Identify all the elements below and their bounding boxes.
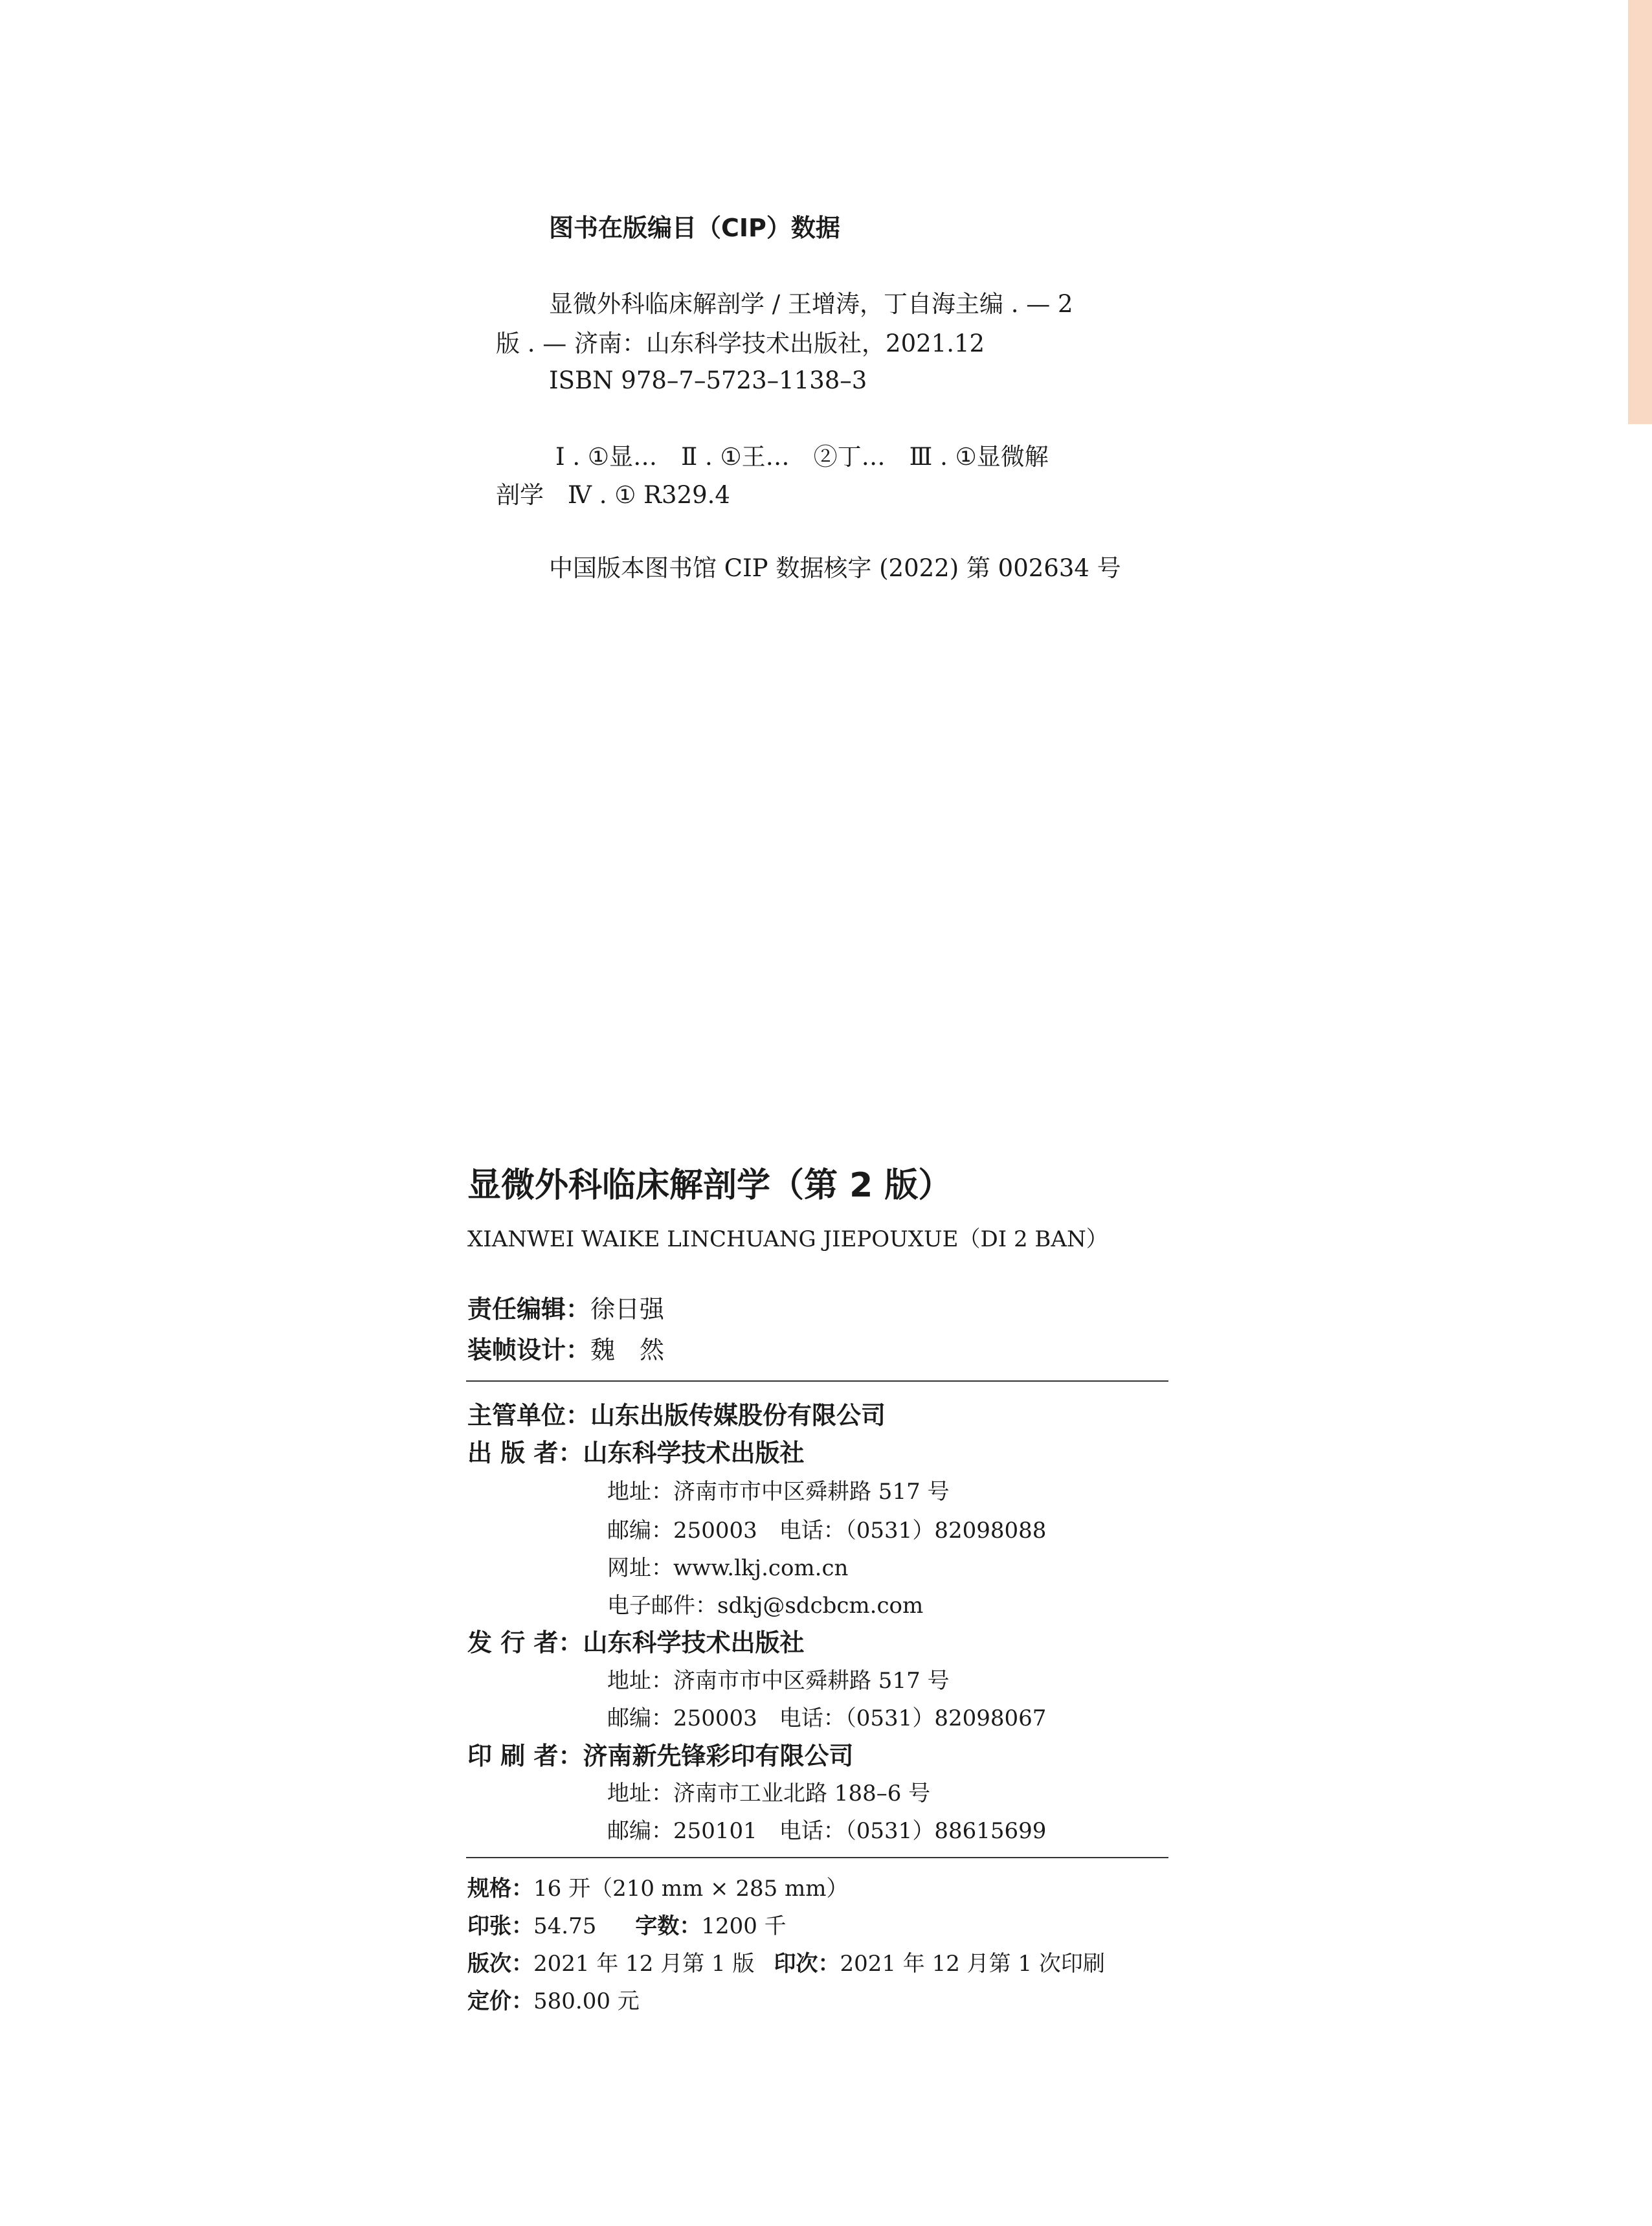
sheets-label: 印张： — [467, 1913, 533, 1939]
distributor-address: 地址：济南市市中区舜耕路 517 号 — [607, 1668, 950, 1694]
cip-line-1: 显微外科临床解剖学 / 王增涛，丁自海主编 . — 2 — [549, 290, 1073, 318]
edition-label: 版次： — [467, 1951, 533, 1977]
divider-top — [466, 1380, 1168, 1382]
cip-heading: 图书在版编目（CIP）数据 — [549, 214, 840, 242]
words-label: 字数： — [635, 1913, 702, 1939]
designer-label: 装帧设计： — [467, 1336, 591, 1364]
cip-classification-2: 剖学 Ⅳ . ① R329.4 — [496, 481, 730, 509]
publisher-email: 电子邮件：sdkj@sdcbcm.com — [607, 1593, 924, 1619]
editor-line — [467, 1295, 664, 1323]
sheets-value: 54.75 — [533, 1913, 597, 1939]
cip-line-2: 版 . — 济南：山东科学技术出版社，2021.12 — [496, 330, 985, 357]
price-value: 580.00 元 — [533, 1988, 640, 2014]
designer-name: 魏 然 — [590, 1336, 665, 1364]
editor-label: 责任编辑： — [467, 1295, 591, 1323]
edition-value: 2021 年 12 月第 1 版 — [533, 1951, 755, 1977]
publisher-line — [467, 1439, 804, 1467]
cip-isbn: ISBN 978–7–5723–1138–3 — [549, 366, 867, 394]
book-title-pinyin: XIANWEI WAIKE LINCHUANG JIEPOUXUE（DI 2 BAN） — [467, 1226, 1108, 1252]
distributor-label: 发 行 者： — [467, 1628, 583, 1657]
printing-value: 2021 年 12 月第 1 次印刷 — [840, 1951, 1105, 1977]
printer-name: 济南新先锋彩印有限公司 — [583, 1742, 854, 1770]
edition-line — [467, 1950, 1105, 1978]
supervisor-name: 山东出版传媒股份有限公司 — [590, 1401, 886, 1430]
printer-line — [467, 1742, 853, 1770]
distributor-line — [467, 1628, 804, 1657]
price-label: 定价： — [467, 1988, 533, 2014]
supervisor-label: 主管单位： — [467, 1401, 591, 1430]
printer-postcode-phone: 邮编：250101 电话：（0531）88615699 — [607, 1818, 1047, 1844]
cip-classification-1: Ⅰ . ①显… Ⅱ . ①王… ②丁… Ⅲ . ①显微解 — [555, 443, 1049, 471]
publisher-website: 网址：www.lkj.com.cn — [607, 1555, 849, 1581]
book-title: 显微外科临床解剖学（第 2 版） — [467, 1166, 952, 1205]
printer-address: 地址：济南市工业北路 188–6 号 — [607, 1781, 931, 1806]
editor-name: 徐日强 — [590, 1295, 665, 1323]
price-line — [467, 1987, 640, 2016]
cip-data-number: 中国版本图书馆 CIP 数据核字 (2022) 第 002634 号 — [549, 554, 1121, 582]
publisher-name: 山东科学技术出版社 — [583, 1439, 805, 1467]
divider-bottom — [466, 1857, 1168, 1858]
words-value: 1200 千 — [701, 1913, 787, 1939]
printer-label: 印 刷 者： — [467, 1742, 583, 1770]
designer-line — [467, 1336, 664, 1364]
distributor-name: 山东科学技术出版社 — [583, 1628, 805, 1657]
printing-label: 印次： — [774, 1951, 840, 1977]
publisher-address: 地址：济南市市中区舜耕路 517 号 — [607, 1479, 950, 1505]
publisher-label: 出 版 者： — [467, 1439, 583, 1467]
page-edge-strip — [1628, 0, 1652, 424]
sheets-words-line — [467, 1912, 787, 1940]
format-label: 规格： — [467, 1876, 533, 1902]
distributor-postcode-phone: 邮编：250003 电话：（0531）82098067 — [607, 1705, 1047, 1731]
format-line — [467, 1874, 849, 1903]
publisher-postcode-phone: 邮编：250003 电话：（0531）82098088 — [607, 1518, 1047, 1544]
supervisor-line — [467, 1401, 886, 1430]
format-value: 16 开（210 mm × 285 mm） — [533, 1876, 849, 1902]
